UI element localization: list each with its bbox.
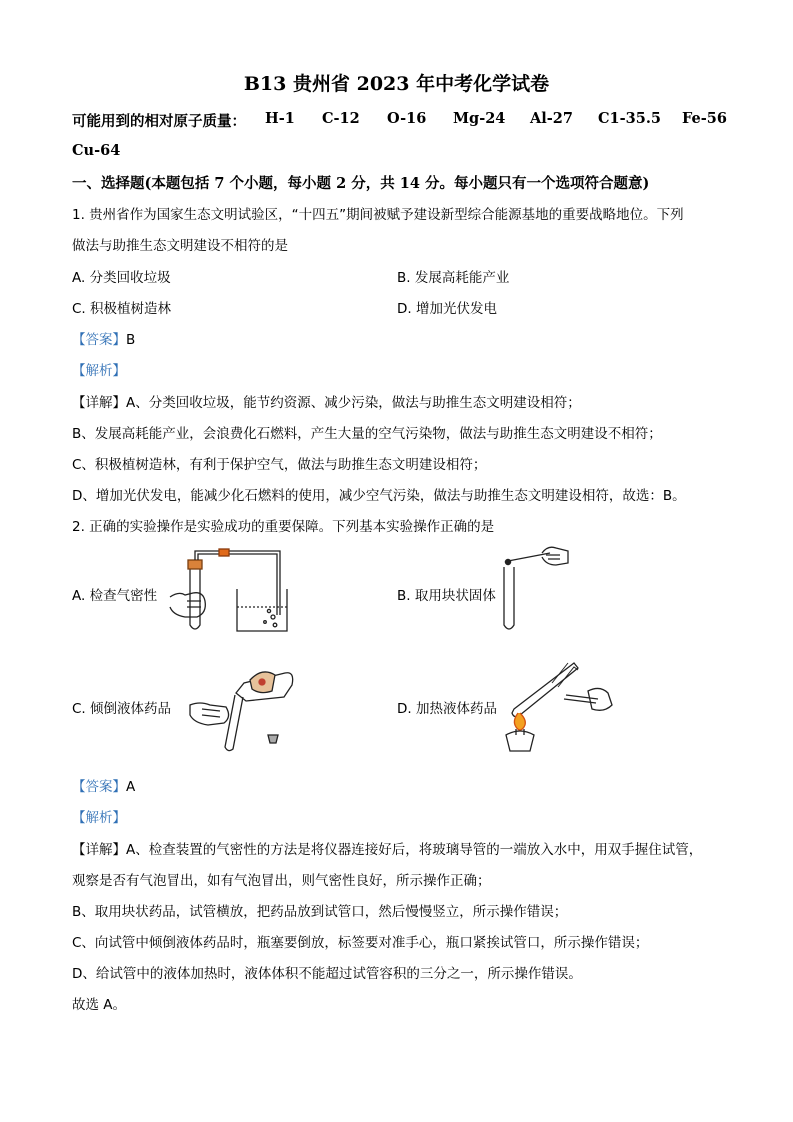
q1-option-d: D. 增加光伏发电 bbox=[397, 301, 497, 317]
q2-detail-a1-text: A、检查装置的气密性的方法是将仪器连接好后，将玻璃导管的一端放入水中，用双手握住试管， bbox=[126, 842, 703, 858]
q2-detail-tag: 【详解】 bbox=[72, 842, 126, 858]
q1-detail-c: C、积极植树造林，有利于保护空气，做法与助推生态文明建设相符； bbox=[72, 457, 487, 473]
q1-option-a: A. 分类回收垃圾 bbox=[72, 270, 171, 286]
q1-detail-b: B、发展高耗能产业，会浪费化石燃料，产生大量的空气污染物，做法与助推生态文明建设不相符； bbox=[72, 426, 662, 442]
airtightness-check-figure bbox=[165, 545, 295, 635]
q2-option-b: B. 取用块状固体 bbox=[397, 588, 496, 604]
q1-answer-value: B bbox=[126, 332, 136, 348]
atomic-mass-o: O-16 bbox=[387, 110, 427, 127]
q1-analysis-tag: 【解析】 bbox=[72, 363, 126, 379]
q1-stem-line1: 1. 贵州省作为国家生态文明试验区，“十四五”期间被赋予建设新型综合能源基地的重要战略地位。下列 bbox=[72, 207, 684, 223]
q1-answer bbox=[72, 328, 135, 348]
solid-sampling-figure bbox=[498, 545, 573, 635]
q2-answer-value: A bbox=[126, 779, 136, 795]
q2-conclusion: 故选 A。 bbox=[72, 997, 127, 1013]
q2-detail-d: D、给试管中的液体加热时，液体体积不能超过试管容积的三分之一，所示操作错误。 bbox=[72, 966, 582, 982]
q2-option-d: D. 加热液体药品 bbox=[397, 701, 497, 717]
q1-analysis bbox=[72, 359, 126, 379]
q1-detail-a bbox=[72, 391, 581, 411]
atomic-mass-al: Al-27 bbox=[530, 110, 573, 127]
atomic-mass-cl: C1-35.5 bbox=[598, 110, 661, 127]
atomic-mass-mg: Mg-24 bbox=[453, 110, 506, 127]
atomic-mass-h: H-1 bbox=[265, 110, 295, 127]
q2-option-a: A. 检查气密性 bbox=[72, 588, 158, 604]
q2-analysis bbox=[72, 806, 126, 826]
atomic-mass-cu: Cu-64 bbox=[72, 142, 121, 159]
q2-answer-tag: 【答案】 bbox=[72, 779, 126, 795]
q2-stem: 2. 正确的实验操作是实验成功的重要保障。下列基本实验操作正确的是 bbox=[72, 519, 495, 535]
q2-analysis-tag: 【解析】 bbox=[72, 810, 126, 826]
q2-detail-a2: 观察是否有气泡冒出，如有气泡冒出，则气密性良好，所示操作正确； bbox=[72, 873, 491, 889]
q1-option-b: B. 发展高耗能产业 bbox=[397, 270, 510, 286]
q1-detail-a-text: A、分类回收垃圾，能节约资源、减少污染，做法与助推生态文明建设相符； bbox=[126, 395, 581, 411]
q1-detail-tag: 【详解】 bbox=[72, 395, 126, 411]
atomic-mass-fe: Fe-56 bbox=[682, 110, 727, 127]
q1-stem-line2: 做法与助推生态文明建设不相符的是 bbox=[72, 238, 288, 254]
section-heading: 一、选择题(本题包括 7 个小题，每小题 2 分，共 14 分。每小题只有一个选项符合题意) bbox=[72, 175, 650, 192]
q2-option-c: C. 倾倒液体药品 bbox=[72, 701, 172, 717]
liquid-pouring-figure bbox=[180, 655, 305, 755]
atomic-mass-label: 可能用到的相对原子质量： bbox=[72, 113, 246, 130]
q2-detail-a1 bbox=[72, 838, 702, 858]
q2-detail-c: C、向试管中倾倒液体药品时，瓶塞要倒放，标签要对准手心，瓶口紧挨试管口，所示操作错误； bbox=[72, 935, 649, 951]
q1-detail-d: D、增加光伏发电，能减少化石燃料的使用，减少空气污染，做法与助推生态文明建设相符，故选：B。 bbox=[72, 488, 686, 504]
q2-answer bbox=[72, 775, 135, 795]
q1-option-c: C. 积极植树造林 bbox=[72, 301, 172, 317]
atomic-mass-c: C-12 bbox=[322, 110, 360, 127]
page-title: B13 贵州省 2023 年中考化学试卷 bbox=[243, 73, 550, 95]
q2-detail-b: B、取用块状药品，试管横放，把药品放到试管口，然后慢慢竖立，所示操作错误； bbox=[72, 904, 568, 920]
q1-answer-tag: 【答案】 bbox=[72, 332, 126, 348]
liquid-heating-figure bbox=[500, 655, 615, 755]
